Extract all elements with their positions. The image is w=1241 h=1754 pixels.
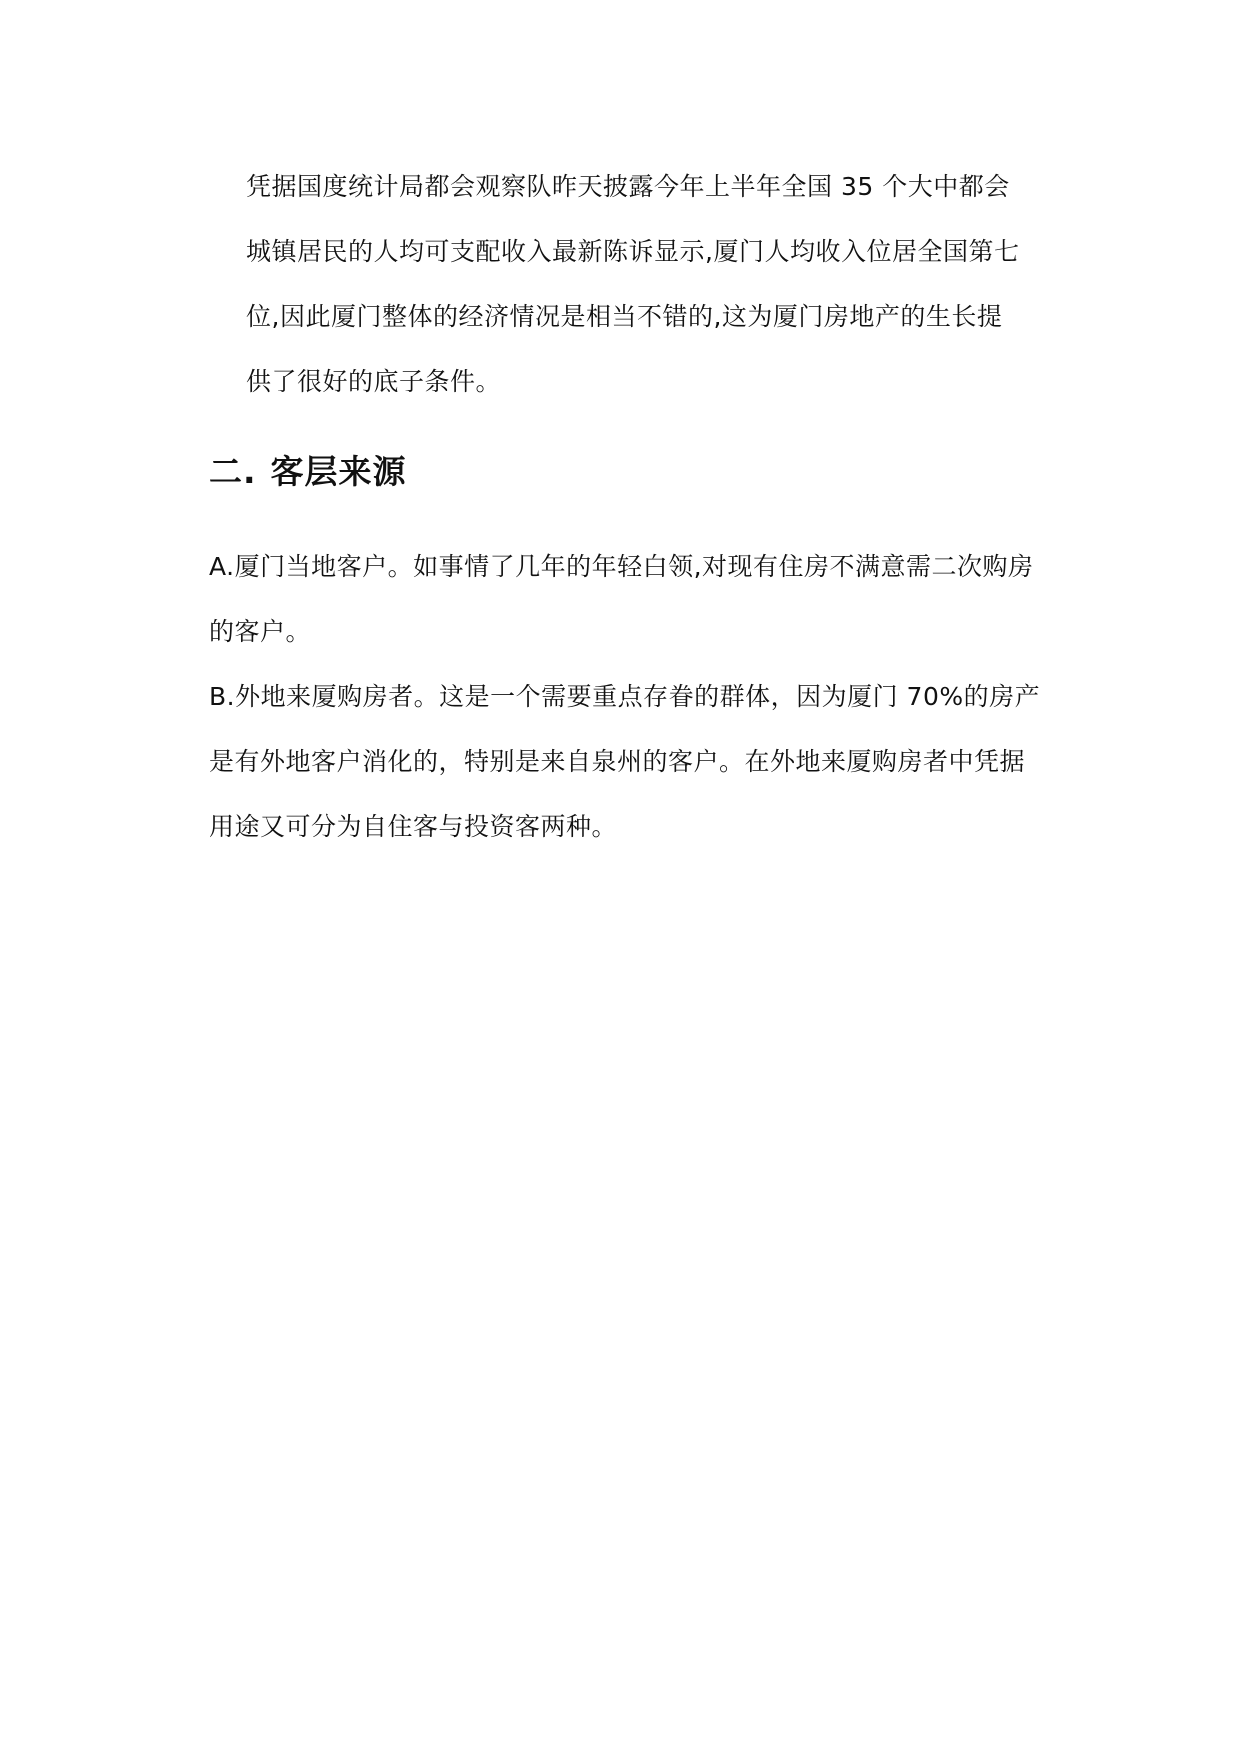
section-heading <box>209 451 407 493</box>
paragraph-line: 位,因此厦门整体的经济情况是相当不错的,这为厦门房地产的生长提 <box>246 302 1003 331</box>
list-item-line: 的客户。 <box>209 617 312 646</box>
list-item-line: 是有外地客户消化的，特别是来自泉州的客户。在外地来厦购房者中凭据 <box>209 747 1026 776</box>
list-item-line: B.外地来厦购房者。这是一个需要重点存眷的群体，因为厦门 70%的房产 <box>209 682 1041 711</box>
list-item-line: 用途又可分为自住客与投资客两种。 <box>209 812 618 841</box>
section-title: 客层来源 <box>270 452 407 491</box>
paragraph-line: 供了很好的底子条件。 <box>246 367 502 396</box>
paragraph-line: 城镇居民的人均可支配收入最新陈诉显示,厦门人均收入位居全国第七 <box>246 237 1020 266</box>
list-item-line: A.厦门当地客户。如事情了几年的年轻白领,对现有住房不满意需二次购房 <box>209 552 1034 581</box>
paragraph-line: 凭据国度统计局都会观察队昨天披露今年上半年全国 35 个大中都会 <box>246 172 1010 201</box>
section-number: 二. <box>209 452 257 491</box>
